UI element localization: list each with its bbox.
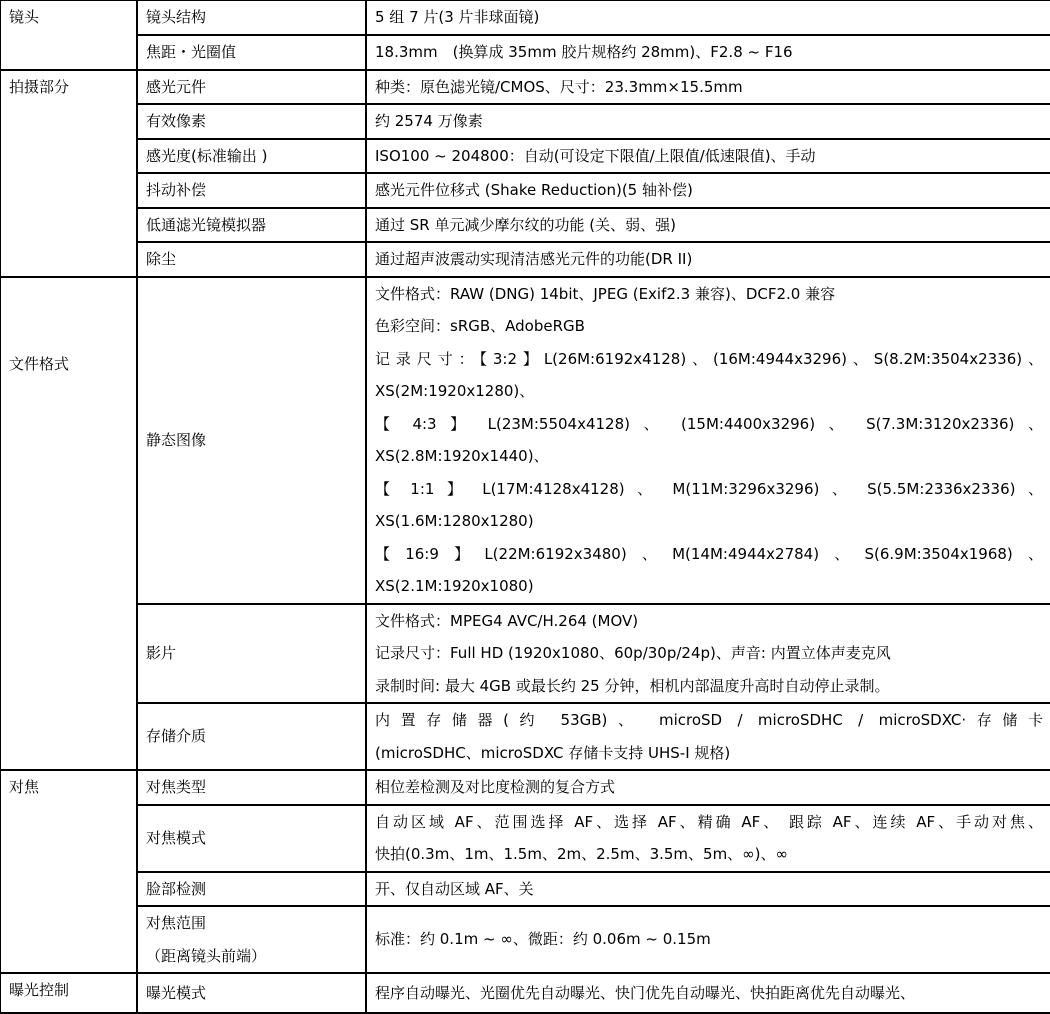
- value-line: 文件格式：MPEG4 AVC/H.264 (MOV): [375, 611, 639, 630]
- item-cell: [137, 70, 366, 105]
- value-cell: [366, 139, 1050, 174]
- value-line: 文件格式：RAW (DNG) 14bit、JPEG (Exif2.3 兼容)、DCF2.0 兼容: [375, 284, 836, 303]
- item-cell: [137, 35, 366, 70]
- value-cell: [366, 906, 1050, 973]
- item-label: 焦距・光圈值: [146, 43, 237, 61]
- value-cell: [366, 70, 1050, 105]
- item-label: 镜头结构: [146, 8, 207, 27]
- table-row: [0, 805, 1050, 872]
- value-line: 5 组 7 片(3 片非球面镜): [375, 8, 540, 27]
- value-line: ISO100 ~ 204800：自动(可设定下限值/上限值/低速限值)、手动: [375, 146, 816, 165]
- value-line: 种类：原色滤光镜/CMOS、尺寸：23.3mm×15.5mm: [375, 77, 743, 96]
- value-line: XS(2M:1920x1280)、: [375, 382, 535, 400]
- value-line: 色彩空间：sRGB、AdobeRGB: [375, 317, 585, 335]
- value-line: 18.3mm (换算成 35mm 胶片规格约 28mm)、F2.8 ~ F16: [375, 43, 793, 61]
- item-label: 感光度(标准输出 ): [146, 146, 268, 165]
- table-row: [0, 0, 1050, 35]
- table-row: [0, 35, 1050, 70]
- table-row: [0, 973, 1050, 1013]
- value-cell: [366, 104, 1050, 139]
- value-line: 感光元件位移式 (Shake Reduction)(5 轴补偿): [375, 181, 693, 199]
- value-line: 程序自动曝光、光圈优先自动曝光、快门优先自动曝光、快拍距离优先自动曝光、: [375, 983, 916, 1002]
- value-line: 【 4:3 】 L(23M:5504x4128) 、 (15M:4400x3296) 、 S(7.3M:3120x2336) 、: [375, 414, 1043, 433]
- value-cell: [366, 805, 1050, 872]
- item-label: 存储介质: [146, 727, 207, 746]
- category-cell: 镜头: [0, 0, 137, 70]
- item-cell: [137, 242, 366, 277]
- item-label: 脸部检测: [146, 879, 207, 898]
- value-cell: [366, 277, 1050, 604]
- item-cell: [137, 604, 366, 704]
- value-line: 开、仅自动区域 AF、关: [375, 879, 534, 898]
- table-row: [0, 277, 1050, 604]
- item-label: 曝光模式: [146, 983, 207, 1002]
- value-line: XS(2.8M:1920x1440)、: [375, 447, 549, 465]
- value-line: 约 2574 万像素: [375, 112, 483, 130]
- item-cell: [137, 0, 366, 35]
- table-row: [0, 70, 1050, 105]
- item-label: 有效像素: [146, 112, 207, 130]
- item-cell: [137, 770, 366, 805]
- item-cell: [137, 173, 366, 208]
- value-line: 相位差检测及对比度检测的复合方式: [375, 778, 616, 796]
- item-cell: [137, 703, 366, 770]
- value-line: (microSDHC、microSDXC 存储卡支持 UHS-I 规格): [375, 743, 731, 762]
- value-line: 记录尺寸：Full HD (1920x1080、60p/30p/24p)、声音: 内置立体声麦克风: [375, 644, 891, 662]
- value-line: 通过 SR 单元减少摩尔纹的功能 (关、弱、强): [375, 215, 676, 234]
- item-sublabel: （距离镜头前端）: [146, 946, 267, 965]
- table-row: [0, 703, 1050, 770]
- item-cell: [137, 872, 366, 907]
- table-row: [0, 770, 1050, 805]
- value-line: 录制时间: 最大 4GB 或最长约 25 分钟，相机内部温度升高时自动停止录制。: [375, 676, 890, 695]
- value-line: 内置存储器(约 53GB)、 microSD / microSDHC / microSDXC·存储卡: [375, 711, 1043, 729]
- item-label: 除尘: [146, 250, 177, 268]
- value-line: 标准：约 0.1m ~ ∞、微距：约 0.06m ~ 0.15m: [375, 930, 711, 949]
- table-row: [0, 173, 1050, 208]
- table-row: [0, 139, 1050, 174]
- value-cell: [366, 973, 1050, 1013]
- item-label: 对焦类型: [146, 778, 207, 796]
- value-cell: [366, 872, 1050, 907]
- item-cell: [137, 906, 366, 973]
- item-cell: [137, 805, 366, 872]
- value-line: 自动区域 AF、范围选择 AF、选择 AF、精确 AF、 跟踪 AF、连续 AF、手动对焦、: [375, 812, 1043, 831]
- category-cell: 对焦: [0, 770, 137, 973]
- value-cell: [366, 0, 1050, 35]
- value-cell: [366, 770, 1050, 805]
- value-line: 快拍(0.3m、1m、1.5m、2m、2.5m、3.5m、5m、∞)、∞: [375, 845, 789, 863]
- table-row: [0, 104, 1050, 139]
- item-cell: [137, 139, 366, 174]
- value-cell: [366, 242, 1050, 277]
- item-cell: [137, 277, 366, 604]
- value-line: 记录尺寸：【3:2】L(26M:6192x4128)、(16M:4944x3296)、S(8.2M:3504x2336)、: [375, 349, 1043, 368]
- value-line: 【 1:1 】 L(17M:4128x4128) 、 M(11M:3296x3296) 、 S(5.5M:2336x2336) 、: [375, 479, 1043, 498]
- table-row: [0, 208, 1050, 243]
- table-row: [0, 872, 1050, 907]
- value-line: 通过超声波震动实现清洁感光元件的功能(DR II): [375, 250, 693, 268]
- value-cell: [366, 35, 1050, 70]
- value-cell: [366, 604, 1050, 704]
- item-label: 低通滤光镜模拟器: [146, 215, 267, 234]
- table-row: [0, 906, 1050, 973]
- item-label: 对焦模式: [146, 828, 207, 847]
- category-cell: 文件格式: [0, 277, 137, 771]
- value-cell: [366, 173, 1050, 208]
- table-row: [0, 242, 1050, 277]
- category-cell: 曝光控制: [0, 973, 137, 1013]
- item-label: 对焦范围: [146, 914, 207, 932]
- item-cell: [137, 973, 366, 1013]
- item-cell: [137, 104, 366, 139]
- item-label: 感光元件: [146, 77, 207, 96]
- value-line: XS(1.6M:1280x1280): [375, 512, 534, 530]
- table-row: [0, 604, 1050, 704]
- value-line: 【16:9】L(22M:6192x3480)、M(14M:4944x2784)、S(6.9M:3504x1968)、: [375, 544, 1043, 563]
- value-cell: [366, 208, 1050, 243]
- value-line: XS(2.1M:1920x1080): [375, 577, 534, 595]
- item-label: 静态图像: [146, 430, 207, 449]
- category-cell: 拍摄部分: [0, 70, 137, 277]
- item-label: 影片: [146, 644, 177, 662]
- item-cell: [137, 208, 366, 243]
- value-cell: [366, 703, 1050, 770]
- item-label: 抖动补偿: [146, 181, 207, 199]
